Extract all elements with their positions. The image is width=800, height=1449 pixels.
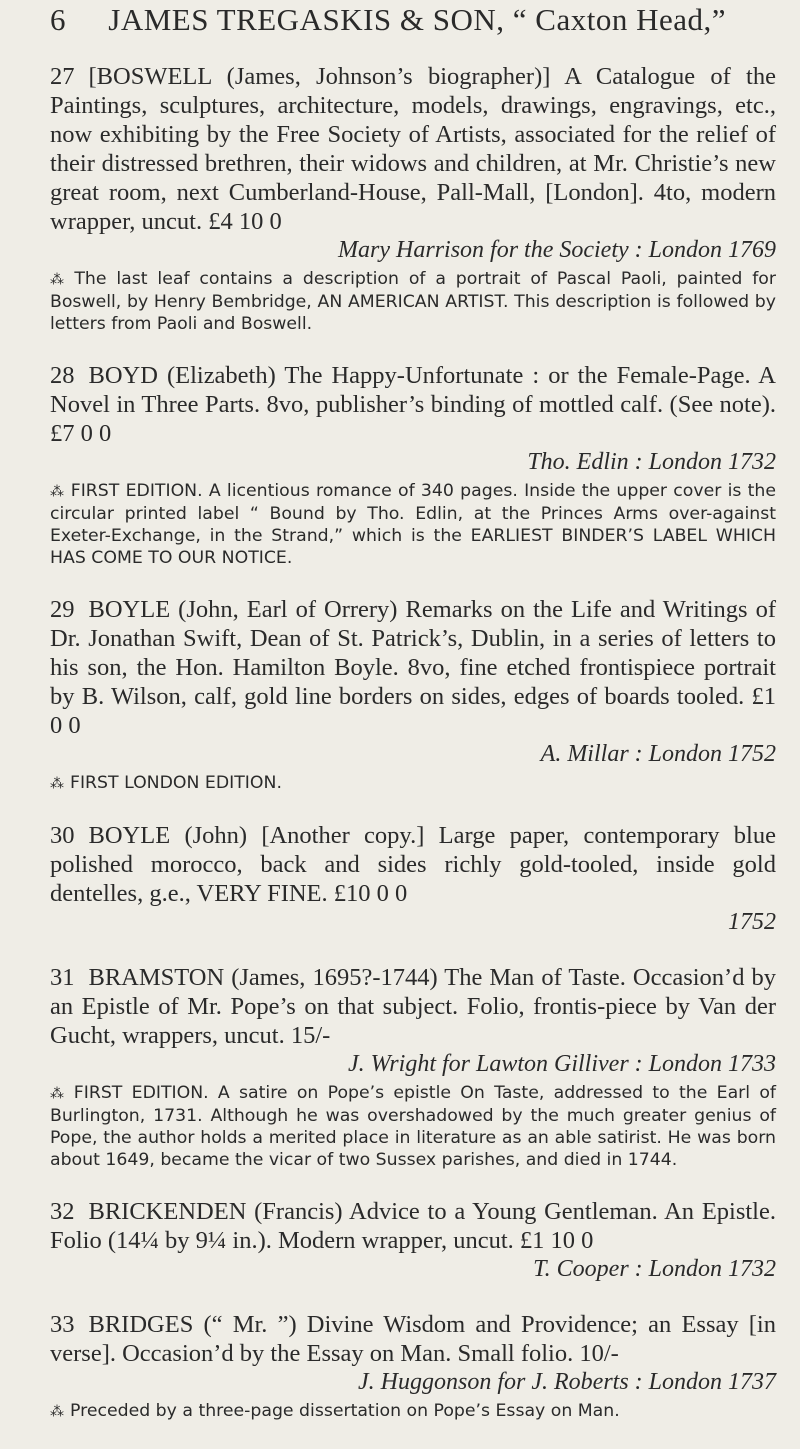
catalogue-entry xyxy=(50,821,776,937)
catalogue-entry xyxy=(50,963,776,1171)
entry-description: BOYD (Elizabeth) The Happy-Unfortunate : or the Female-Page. A Novel in Three Parts. 8vo, publisher’s binding of mottled calf. (See note). £7 0 0 xyxy=(50,362,776,447)
catalogue-entry xyxy=(50,1310,776,1423)
note-marker-icon: ⁂ xyxy=(50,272,69,288)
catalogue-entry xyxy=(50,595,776,795)
entry-note: Preceded by a three-page dissertation on Pope’s Essay on Man. xyxy=(70,1401,620,1421)
catalogue-entry xyxy=(50,1197,776,1284)
entry-imprint: J. Wright for Lawton Gilliver : London 1733 xyxy=(347,1051,776,1077)
running-head xyxy=(50,2,776,38)
entry-description: BRAMSTON (James, 1695?-1744) The Man of Taste. Occasion’d by an Epistle of Mr. Pope’s on that subject. Folio, frontis-piece by Van der Gucht, wrappers, uncut. 15/- xyxy=(50,964,776,1049)
entry-imprint: 1752 xyxy=(728,909,776,935)
page-number: 6 xyxy=(50,2,66,37)
entry-number: 28 xyxy=(50,362,75,389)
entry-number: 32 xyxy=(50,1198,75,1225)
entry-number: 29 xyxy=(50,596,75,623)
note-marker-icon: ⁂ xyxy=(50,1404,64,1420)
entry-note: FIRST EDITION. A satire on Pope’s epistle On Taste, addressed to the Earl of Burlington, 1731. Although he was overshadowed by the much greater genius of Pope, the author holds a merited place in literature as an able satirist. He was born about 1649, became the vicar of two Sussex parishes, and died in 1744. xyxy=(50,1083,777,1170)
entry-number: 30 xyxy=(50,822,75,849)
note-marker-icon: ⁂ xyxy=(50,1086,68,1102)
entry-number: 27 xyxy=(50,63,75,90)
entry-number: 33 xyxy=(50,1311,75,1338)
catalogue-entry xyxy=(50,62,776,335)
entry-note: FIRST LONDON EDITION. xyxy=(70,773,282,793)
page-header-title: JAMES TREGASKIS & SON, “ Caxton Head,” xyxy=(108,2,726,37)
entry-imprint: J. Huggonson for J. Roberts : London 1737 xyxy=(358,1369,776,1395)
note-marker-icon: ⁂ xyxy=(50,776,64,792)
note-marker-icon: ⁂ xyxy=(50,484,65,500)
entry-note: FIRST EDITION. A licentious romance of 340 pages. Inside the upper cover is the circular printed label “ Bound by Tho. Edlin, at the Princes Arms over-against Exeter-Exchange, in the Strand,” which is the EARLIEST BINDER’S LABEL WHICH HAS COME TO OUR NOTICE. xyxy=(50,481,776,568)
entry-imprint: A. Millar : London 1752 xyxy=(540,741,776,767)
entry-description: BRICKENDEN (Francis) Advice to a Young Gentleman. An Epistle. Folio (14¼ by 9¼ in.). Modern wrapper, uncut. £1 10 0 xyxy=(50,1198,776,1254)
entry-imprint: Mary Harrison for the Society : London 1769 xyxy=(338,237,776,263)
entry-imprint: T. Cooper : London 1732 xyxy=(533,1256,776,1282)
entry-description: BOYLE (John, Earl of Orrery) Remarks on the Life and Writings of Dr. Jonathan Swift, Dean of St. Patrick’s, Dublin, in a series of letters to his son, the Hon. Hamilton Boyle. 8vo, fine etched frontispiece portrait by B. Wilson, calf, gold line borders on sides, edges of boards tooled. £1 0 0 xyxy=(50,596,776,739)
entry-description: BRIDGES (“ Mr. ”) Divine Wisdom and Providence; an Essay [in verse]. Occasion’d by the Essay on Man. Small folio. 10/- xyxy=(50,1311,776,1367)
entry-description: [BOSWELL (James, Johnson’s biographer)] A Catalogue of the Paintings, sculptures, architecture, models, drawings, engravings, etc., now exhibiting by the Free Society of Artists, associated for the relief of their distressed brethren, their widows and children, at Mr. Christie’s new great room, next Cumberland-House, Pall-Mall, [London]. 4to, modern wrapper, uncut. £4 10 0 xyxy=(50,63,776,235)
catalogue-entries xyxy=(50,62,776,1449)
entry-imprint: Tho. Edlin : London 1732 xyxy=(527,449,776,475)
catalogue-entry xyxy=(50,361,776,569)
entry-note: The last leaf contains a description of a portrait of Pascal Paoli, painted for Boswell, by Henry Bembridge, AN AMERICAN ARTIST. This description is followed by letters from Paoli and Boswell. xyxy=(50,269,776,334)
entry-number: 31 xyxy=(50,964,75,991)
entry-description: BOYLE (John) [Another copy.] Large paper, contemporary blue polished morocco, back and sides richly gold-tooled, inside gold dentelles, g.e., VERY FINE. £10 0 0 xyxy=(50,822,776,907)
